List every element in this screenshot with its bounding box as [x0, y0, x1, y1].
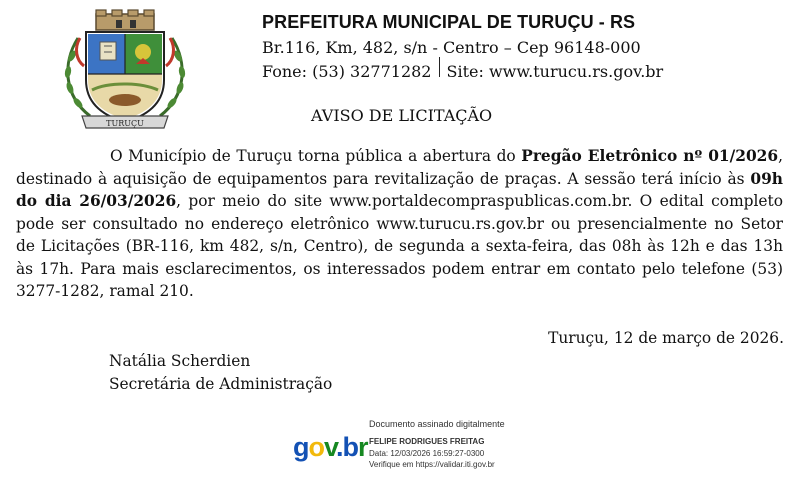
digital-signature-date: Data: 12/03/2026 16:59:27-0300 [369, 449, 485, 458]
govbr-logo [293, 432, 368, 463]
digital-signature-verify: Verifique em https://validar.iti.gov.br [369, 460, 495, 469]
signer-role: Secretária de Administração [109, 375, 333, 393]
digital-signature-signer: FELIPE RODRIGUES FREITAG [369, 437, 485, 446]
govbr-logo-b: b [342, 432, 359, 462]
govbr-logo-o: o [308, 432, 324, 462]
header-site: Site: www.turucu.rs.gov.br [446, 61, 664, 81]
notice-body-part3: , por meio do site www.portaldecompraspublicas.com.br. O edital completo pode ser consultado no endereço eletrônico www.turucu.rs.gov.br ou presencialmente no Setor de Licitações (BR-116, km 482, s/n, Centro), de segunda a sexta-feira, das 08h às 12h e das 13h às 17h. Para mais esclarecimentos, os interessados podem entrar em contato pelo telefone (53) 3277-1282, ramal 210. [16, 192, 783, 300]
notice-body [16, 145, 783, 303]
header-separator [439, 57, 440, 77]
notice-body-part2: , destinado à aquisição de equipamentos para revitalização de praças. A sessão terá início às [16, 147, 783, 188]
crest-ribbon-text: TURUÇU [106, 119, 144, 128]
header-phone: Fone: (53) 32771282 [262, 61, 432, 81]
header-address: Br.116, Km, 482, s/n - Centro – Cep 96148-000 [262, 38, 641, 57]
govbr-logo-g: g [293, 432, 309, 462]
signer-name: Natália Scherdien [109, 352, 251, 370]
notice-title: AVISO DE LICITAÇÃO [311, 106, 493, 125]
govbr-logo-dot: . [336, 432, 343, 462]
govbr-logo-v: v [324, 432, 337, 462]
header-contact [262, 61, 663, 81]
header-title: PREFEITURA MUNICIPAL DE TURUÇU - RS [262, 12, 636, 32]
municipal-crest-logo [56, 8, 194, 132]
govbr-logo-r: r [358, 432, 368, 462]
notice-body-part1: O Município de Turuçu torna pública a abertura do [110, 147, 522, 165]
place-and-date: Turuçu, 12 de março de 2026. [548, 329, 784, 347]
notice-pregao-number: Pregão Eletrônico nº 01/2026 [521, 147, 779, 165]
digital-signature-heading: Documento assinado digitalmente [369, 419, 505, 429]
notice-session-time: 09h do dia 26/03/2026 [16, 169, 783, 210]
